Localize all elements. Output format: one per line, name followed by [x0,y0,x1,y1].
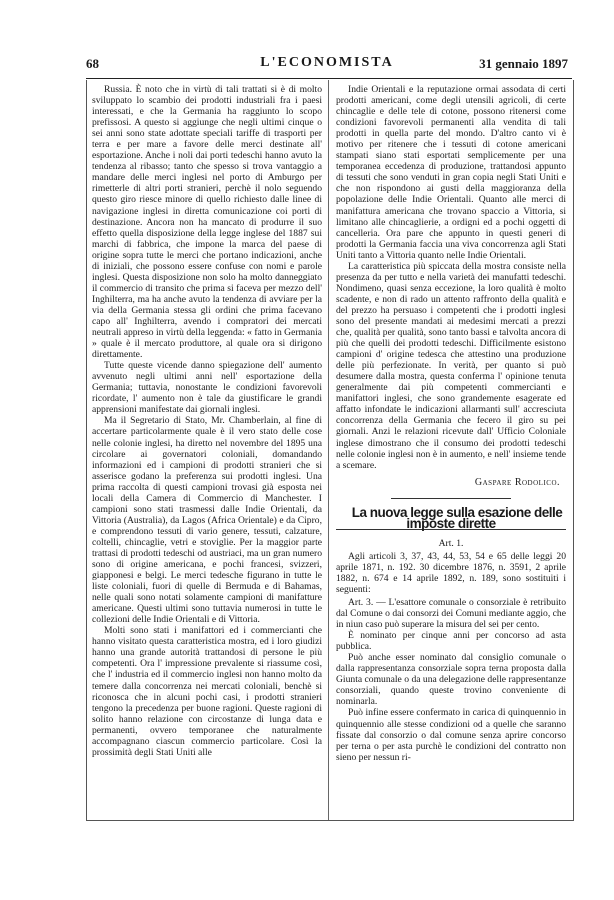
author-signature: Gaspare Rodolico. [474,476,560,488]
journal-title: L'ECONOMISTA [260,55,394,70]
column-divider [328,80,329,820]
right-column [336,84,566,763]
section-separator [391,498,511,499]
paragraph: Russia. È noto che in virtù di tali trattati si è di molto sviluppato lo scambio dei prodotti industriali fra i paesi interessati, e che la Germania ha raggiunto lo scopo prefissosi. A questo si aggiunge che negli ultimi cinque o sei anni sono state adottate speciali tariffe di trasporti per terra e per mare a favore delle merci destinate all' esportazione. Anche i noli dai porti tedeschi hanno avuto la tendenza al ribasso; tanto che spesso si trova vantaggio a mandare delle merci inglesi nel porto di Amburgo per rimetterle di altri porti stranieri, perchè il nolo seguendo questo giro riesce minore di quello richiesto dalle linee di navigazione inglesi in diretta comunicazione coi porti di destinazione. Ancora non ha mancato di produrre il suo effetto quella disposizione della legge inglese del 1887 sui marchi di fabbrica, che impone la marca del paese di origine sopra tutte le merci che portano indicazioni, anche di iniziali, che possono essere confuse con nomi e parole inglesi. Questa disposizione non solo ha molto danneggiato il commercio di transito che prima si faceva per mezzo dell' Inghilterra, ma ha anche avuto la tendenza di avviare per la via della Germania stessa gli ordini che prima facevano capo all' Inghilterra, avendo i compratori dei mercati neutrali appreso in virtù della leggenda: « fatto in Germania » quale è il mercato produttore, al quale ora si dirigono direttamente. [92,84,322,361]
paragraph: Può infine essere confermato in carica di quinquennio in quinquennio alle stesse condizioni od a quelle che saranno fissate dal consorzio o dal comune senza aprire concorso per terna o per asta purchè le condizioni del contratto non sieno per nessun ri- [336,707,566,763]
paragraph: Tutte queste vicende danno spiegazione dell' aumento avvenuto negli ultimi anni nell' esportazione della Germania; tuttavia, nonostante le condizioni favorevoli ricordate, l' aumento non è tale da giustificare le grandi apprensioni manifestate dai giornali inglesi. [92,360,322,416]
paragraph: Può anche esser nominato dal consiglio comunale o dalla rappresentanza consorziale sopra terna proposta dalla Giunta comunale o da una delegazione delle rappresentanze consorziali, quando queste trovino conveniente di nominarla. [336,652,566,708]
paragraph: La caratteristica più spiccata della mostra consiste nella presenza da per tutto e nella varietà dei manufatti tedeschi. Nondimeno, quasi senza eccezione, la loro qualità è molto scadente, e non di rado un attento raffronto della qualità e del prezzo ha persuaso i competenti che i prodotti inglesi sono del presente mandati ai medesimi mercati a prezzi che, qualità per qualità, sono tanto bassi e talvolta ancora di più che quelli dei prodotti tedeschi. Difficilmente esistono campioni d' origine tedesca che attestino una produzione delle più perfezionate. In verità, per quanto si può desumere dalla mostra, questa conferma l' opinione tenuta generalmente dai più competenti commercianti e manifattori inglesi, che sono grandemente esagerate ed affatto infondate le indicazioni allarmanti sull' accresciuta concorrenza della Germania che fecero il giro su pei giornali. Anzi le relazioni ricevute dall' Ufficio Coloniale inglese dimostrano che il consumo dei prodotti tedeschi nelle colonie inglesi non è in aumento, e nell' insieme tende a scemare. [336,260,566,471]
article-text: Agli articoli 3, 37, 43, 44, 53, 54 e 65 delle leggi 20 aprile 1871, n. 192. 30 dicembre 1876, n. 3591, 2 aprile 1882, n. 674 e 14 aprile 1892, n. 189, sono sostituiti i seguenti: [336,550,566,595]
left-column [92,84,322,758]
paragraph: Molti sono stati i manifattori ed i commercianti che hanno visitato questa caratteristica mostra, ed i loro giudizi hanno una grande autorità trattandosi di persone le più competenti. Ora l' impressione prevalente si riassume così, che l' industria ed il commercio inglesi non hanno molto da temere dalla concorrenza nei mercati coloniali, benchè si riconosca che in alcuni pochi casi, i prodotti stranieri tengono la precedenza per buone ragioni. Queste ragioni di solito hanno relazione con circostanze di lunga data e permanenti, ovvero temporanee che naturalmente accompagnano ciascun commercio particolare. Così la prossimità degli Stati Uniti alle [92,625,322,758]
paragraph: È nominato per cinque anni per concorso ad asta pubblica. [336,630,566,653]
page-header [86,50,568,76]
article-label: Art. 1. [438,537,464,549]
paragraph: Indie Orientali e la reputazione ormai assodata di certi prodotti americani, come degli utensili agricoli, di certe chincaglie e delle tele di cotone, possono ritenersi come condizioni favorevoli permanenti alla vendita di tali prodotti in quella parte del mondo. D'altro canto vi è motivo per ritenere che i tessuti di cotone americani stampati siano stati esportati semplicemente per una temporanea eccedenza di produzione, trattandosi appunto di tessuti che sono venduti in gran copia negli Stati Uniti e che non rispondono ai gusti della maggioranza della popolazione delle Indie Orientali. Quanto alle merci di manifattura americana che trovano spaccio a Vittoria, si limitano alle chincaglierie, a ordigni ed a pochi oggetti di cancelleria. Ora pare che appunto in questi generi di prodotti la Germania faccia una viva concorrenza agli Stati Uniti tanto a Vittoria quanto nelle Indie Orientali. [336,84,566,261]
paragraph: Ma il Segretario di Stato, Mr. Chamberlain, al fine di accertare particolarmente quale è il vero stato delle cose nelle colonie inglesi, ha diretto nel novembre del 1895 una circolare ai governatori coloniali, domandando informazioni ed i campioni di prodotti stranieri che si asserisce godano la preferenza sui prodotti inglesi. Una prima raccolta di questi campioni trovasi già esposta nei locali della Camera di Commercio di Manchester. I campioni sono stati trasmessi dalle Indie Orientali, da Vittoria (Australia), da Lagos (Africa Orientale) e da Cipro, e comprendono tessuti di vario genere, tessuti, calzature, coltelli, chincaglie, vetri e stoviglie. Per la maggior parte trattasi di prodotti tedeschi od austriaci, ma un gran numero sono di origine americana, e pochi francesi, svizzeri, giapponesi e belgi. Le merci tedesche figurano in tutte le liste coloniali, fuori di quelle di Bermuda e di Bahamas, nelle quali sono notati solamente campioni di manifatture americane. Questi ultimi sono tuttavia numerosi in tutte le collezioni delle Indie Orientali e di Vittoria. [92,415,322,626]
header-rule [86,78,572,79]
section-title: La nuova legge sulla esazione delle imposte dirette [351,504,563,531]
article-text: Art. 3. — L'esattore comunale o consorziale è retribuito dal Comune o dai consorzi dei Comuni mediante aggio, che in niun caso può superare la misura del sei per cento. [336,597,566,631]
issue-date: 31 gennaio 1897 [479,56,568,71]
page-number: 68 [86,56,99,71]
